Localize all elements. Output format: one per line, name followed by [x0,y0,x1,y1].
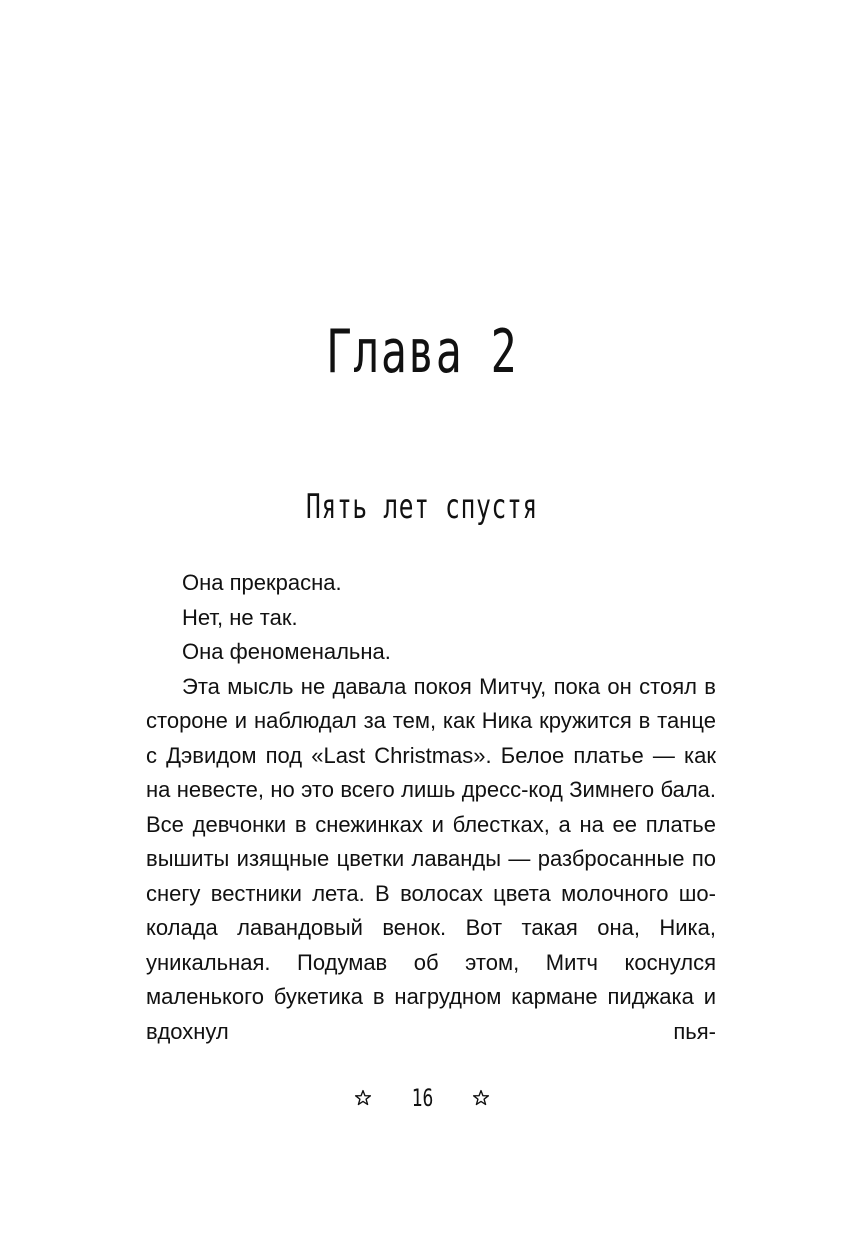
page-footer [0,1082,844,1114]
paragraph: Эта мысль не давала покоя Митчу, пока он стоял в стороне и наблюдал за тем, как Ника кружится в танце с Дэвидом под «Last Christmas». Белое платье — как на невесте, но это всего лишь дресс-код Зимнего бала. Все девчонки в снежинках и блестках, а на ее платье вышиты изящные цветки лаванды — разбросанные по снегу вестники лета. В волосах цвета молочного шоколада лавандовый венок. Вот такая она, Ника, уникальная. Подумав об этом, Митч коснулся маленького букетика в нагрудном кармане пиджака и вдохнул пья- [146,673,716,1044]
paragraph: Она прекрасна. [182,570,342,595]
page-number: 16 [411,1084,433,1112]
chapter-subtitle: Пять лет спустя [306,487,538,527]
body-text [146,566,716,1049]
star-outline-icon [472,1089,490,1107]
paragraph: Она феноменальна. [182,639,391,664]
chapter-title: Глава 2 [325,317,519,387]
star-outline-icon [354,1089,372,1107]
paragraph: Нет, не так. [182,604,298,630]
